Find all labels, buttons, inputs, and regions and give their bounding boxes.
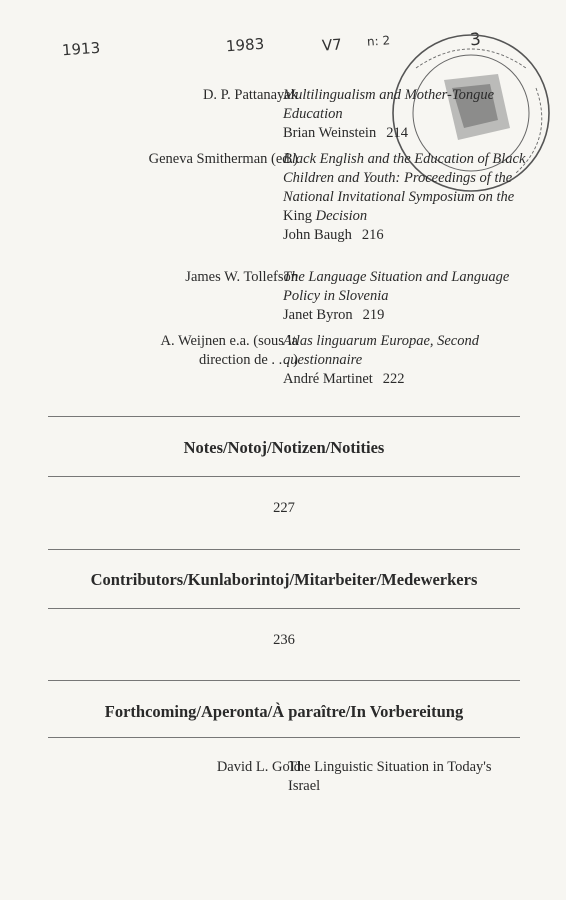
page-number: 236 [273,632,295,648]
review-title: Black English and the Education of Black Children and Youth: Proceedings of the National Invitational Symposium on the [283,151,526,205]
reviewer-name: André Martinet [283,371,373,387]
divider [48,680,520,681]
handwritten-note: V7 [321,35,343,55]
handwritten-note: 1913 [61,38,101,60]
page-number: 227 [273,500,295,516]
handwritten-note: 3 [469,29,482,51]
reviewer-name: Janet Byron [283,307,353,323]
review-title: Multilingualism and Mother-Tongue Education [283,87,495,122]
handwritten-note: 1983 [225,34,265,56]
review-title: Atlas linguarum Europae, Second questionnaire [283,333,479,368]
page-number: 214 [386,125,408,141]
page-number: 222 [382,371,405,387]
section-heading-notes: Notes/Notoj/Notizen/Notities [183,438,385,457]
divider [48,416,520,417]
review-author: D. P. Pattanayak [202,87,298,103]
divider [48,737,520,738]
page-number: 216 [361,227,384,243]
review-author: Geneva Smitherman (ed.) [148,151,298,167]
section-heading-forthcoming: Forthcoming/Aperonta/À paraître/In Vorbereitung [104,702,464,721]
divider [48,476,520,477]
section-heading-contributors: Contributors/Kunlaborintoj/Mitarbeiter/Medewerkers [90,570,478,589]
review-author: James W. Tollefson [185,269,298,285]
review-author: A. Weijnen e.a. (sous la direction de . . . ) [160,333,298,368]
review-title-tail-italic: Decision [315,208,368,224]
review-title-tail: King [283,208,316,224]
review-title: The Language Situation and Language Policy in Slovenia [283,269,510,304]
page-number: 219 [362,307,385,323]
reviewer-name: Brian Weinstein [283,125,377,141]
handwritten-note: n: 2 [366,33,391,49]
forthcoming-author: David L. Gold [216,759,301,775]
divider [48,549,520,550]
forthcoming-title: The Linguistic Situation in Today's Israel [288,759,492,794]
reviewer-name: John Baugh [283,227,352,243]
divider [48,608,520,609]
